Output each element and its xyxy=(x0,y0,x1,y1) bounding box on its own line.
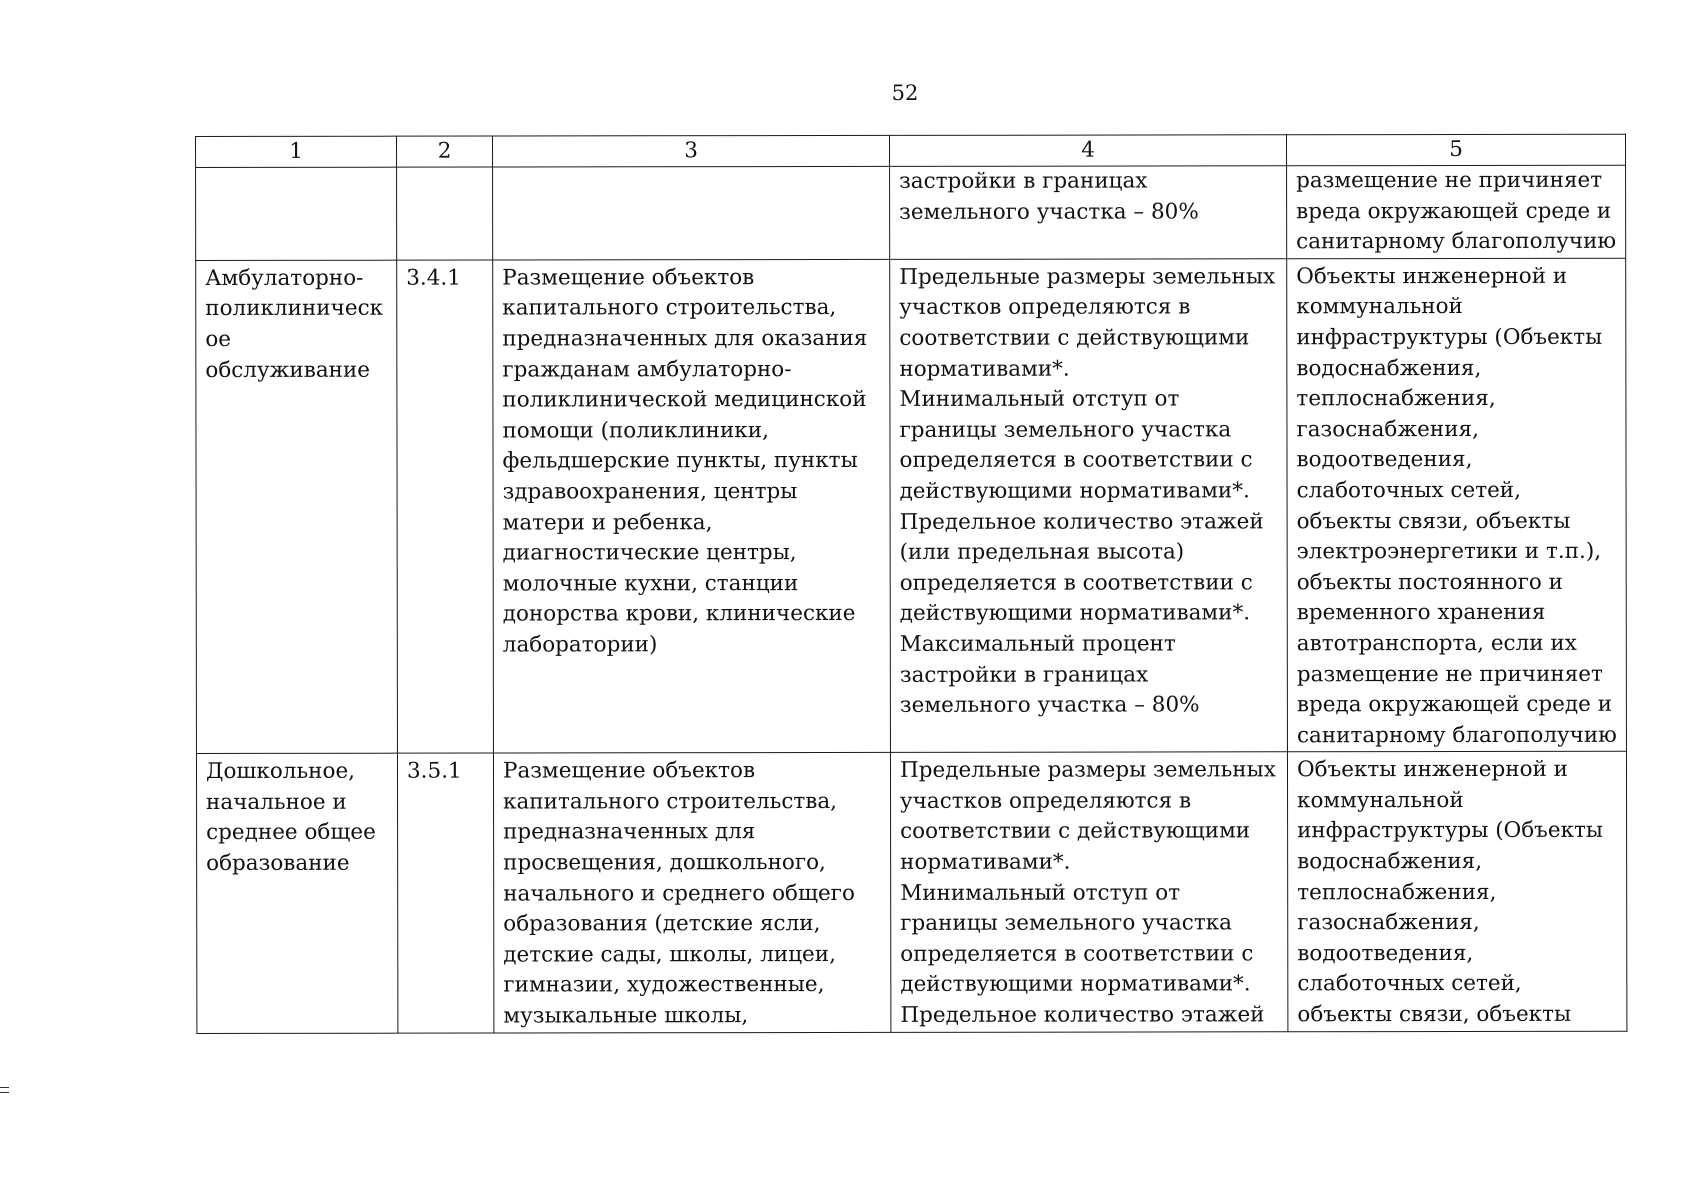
cell-text-line: слаботочных сетей, xyxy=(1296,477,1521,504)
cell-text-line: санитарному благополучию xyxy=(1296,228,1617,255)
cell-text-line: границы земельного участка xyxy=(899,417,1232,443)
cell-text-line: теплоснабжения, xyxy=(1297,879,1497,905)
header-col-3: 3 xyxy=(493,135,890,167)
header-col-2: 2 xyxy=(397,136,493,167)
cell-text-line: теплоснабжения, xyxy=(1296,386,1496,412)
cell-text-line: действующими нормативами*. xyxy=(899,478,1250,504)
cell-text-line: Предельное количество этажей xyxy=(900,1002,1265,1028)
cell-text-line: гимназии, художественные, xyxy=(503,972,825,998)
cell-text-line: среднее общее xyxy=(206,820,376,846)
cell-text-line: здравоохранения, центры xyxy=(502,478,798,505)
cell-text-line: соответствии с действующими xyxy=(899,325,1250,351)
cell-text-line: слаботочных сетей, xyxy=(1297,971,1522,997)
use-type-cell xyxy=(196,260,398,754)
cell-text-line: капитального строительства, xyxy=(503,788,838,815)
cell-text-line: участков определяются в xyxy=(899,294,1191,321)
cell-text-line: ое xyxy=(205,326,232,352)
cell-text-line: молочные кухни, станции xyxy=(502,570,799,597)
cell-text-line: образование xyxy=(206,850,350,877)
cell-text-line: гражданам амбулаторно- xyxy=(502,356,792,383)
cell-text-line: Предельное количество этажей xyxy=(899,508,1264,535)
scan-edge-mark xyxy=(0,1087,9,1093)
page-number: 52 xyxy=(891,81,919,105)
cell-text-line: музыкальные школы, xyxy=(503,1003,749,1029)
cell-text-line: водоотведения, xyxy=(1296,447,1473,473)
cell-text-line: Размещение объектов xyxy=(502,264,755,291)
cell-text-line: объекты связи, объекты xyxy=(1297,1001,1572,1028)
cell-text-line: газоснабжения, xyxy=(1297,910,1480,936)
parameters-cell xyxy=(890,259,1288,753)
cell-text-line: газоснабжения, xyxy=(1296,416,1479,443)
description-cell xyxy=(493,166,890,259)
cell-text-line: действующими нормативами*. xyxy=(899,600,1251,627)
cell-text-line: донорства крови, клинические xyxy=(502,601,856,627)
cell-text-line: автотранспорта, если их xyxy=(1296,630,1577,657)
cell-text-line: застройки в границах xyxy=(899,168,1148,194)
cell-text-line: нормативами*. xyxy=(900,849,1071,875)
cell-text-line: вреда окружающей среде и xyxy=(1296,198,1612,224)
cell-text-line: коммунальной xyxy=(1297,787,1464,814)
header-col-1: 1 xyxy=(196,136,397,167)
cell-text-line: Предельные размеры земельных xyxy=(899,264,1276,290)
cell-text-line: Минимальный отступ от xyxy=(900,880,1181,906)
cell-text-line: соответствии с действующими xyxy=(900,818,1251,845)
cell-text-line: 3.5.1 xyxy=(406,758,462,784)
cell-text-line: определяется в соответствии с xyxy=(899,570,1253,596)
cell-text-line: Объекты инженерной и xyxy=(1296,757,1569,783)
cell-text-line: предназначенных для xyxy=(503,819,756,845)
cell-text-line: инфраструктуры (Объекты xyxy=(1296,324,1603,351)
table-header xyxy=(196,134,1626,167)
cell-text-line: объекты связи, объекты xyxy=(1296,508,1571,534)
cell-text-line: определяется в соответствии с xyxy=(900,941,1254,967)
parameters-cell xyxy=(890,166,1287,259)
land-use-table xyxy=(195,134,1627,1034)
cell-text-line: (или предельная высота) xyxy=(899,539,1185,566)
cell-text-line: вреда окружающей среде и xyxy=(1296,691,1613,718)
auxiliary-uses-cell xyxy=(1287,258,1627,752)
cell-text-line: водоснабжения, xyxy=(1297,849,1483,875)
cell-text-line: 3.4.1 xyxy=(406,265,461,291)
cell-text-line: образования (детские ясли, xyxy=(503,911,821,937)
table-row xyxy=(196,752,1626,1034)
table-body xyxy=(196,165,1627,1033)
cell-text-line: начального и среднего общего xyxy=(503,880,855,907)
cell-text-line: объекты постоянного и xyxy=(1296,569,1563,595)
use-type-cell xyxy=(196,753,397,1033)
cell-text-line: границы земельного участка xyxy=(900,910,1232,937)
code-cell xyxy=(397,260,494,754)
cell-text-line: коммунальной xyxy=(1296,294,1463,320)
cell-text-line: Минимальный отступ от xyxy=(899,386,1180,413)
cell-text-line: водоотведения, xyxy=(1297,940,1474,967)
parameters-cell xyxy=(890,752,1287,1032)
table-row xyxy=(196,165,1626,260)
cell-text-line: участков определяются в xyxy=(900,788,1192,814)
cell-text-line: определяется в соответствии с xyxy=(899,447,1253,474)
cell-text-line: фельдшерские пункты, пункты xyxy=(502,448,858,474)
cell-text-line: детские сады, школы, лицеи, xyxy=(503,941,836,968)
cell-text-line: временного хранения xyxy=(1296,600,1546,626)
cell-text-line: водоснабжения, xyxy=(1296,355,1482,381)
description-cell xyxy=(493,753,890,1033)
header-row xyxy=(196,134,1626,167)
cell-text-line: застройки в границах xyxy=(899,662,1149,688)
cell-text-line: размещение не причиняет xyxy=(1296,661,1603,687)
cell-text-line: земельного участка – 80% xyxy=(899,199,1199,225)
cell-text-line: диагностические центры, xyxy=(502,540,797,566)
cell-text-line: электроэнергетики и т.п.), xyxy=(1296,538,1602,565)
description-cell xyxy=(493,259,891,753)
cell-text-line: Предельные размеры земельных xyxy=(899,757,1276,784)
cell-text-line: матери и ребенка, xyxy=(502,509,713,536)
use-type-cell xyxy=(196,167,397,260)
cell-text-line: Дошкольное, xyxy=(205,759,356,785)
cell-text-line: размещение не причиняет xyxy=(1296,167,1603,194)
cell-text-line: санитарному благополучию xyxy=(1296,722,1617,748)
code-cell xyxy=(397,167,493,260)
cell-text-line: Максимальный процент xyxy=(899,631,1176,657)
cell-text-line: начальное и xyxy=(206,789,347,815)
cell-text-line: поликлинической медицинской xyxy=(502,387,867,413)
cell-text-line: земельного участка – 80% xyxy=(899,692,1200,718)
cell-text-line: действующими нормативами*. xyxy=(900,971,1251,998)
cell-text-line: обслуживание xyxy=(205,357,371,383)
auxiliary-uses-cell xyxy=(1287,752,1626,1032)
cell-text-line: Амбулаторно- xyxy=(205,265,364,291)
cell-text-line: помощи (поликлиники, xyxy=(502,417,769,444)
cell-text-line: поликлиническ xyxy=(205,296,384,322)
header-col-4: 4 xyxy=(889,135,1286,167)
cell-text-line: лаборатории) xyxy=(502,632,658,658)
cell-text-line: предназначенных для оказания xyxy=(502,325,868,352)
cell-text-line: нормативами*. xyxy=(899,356,1070,382)
cell-text-line: капитального строительства, xyxy=(502,295,837,321)
cell-text-line: просвещения, дошкольного, xyxy=(503,850,826,876)
header-col-5: 5 xyxy=(1286,134,1625,166)
code-cell xyxy=(397,753,493,1032)
table-row xyxy=(196,258,1627,754)
cell-text-line: инфраструктуры (Объекты xyxy=(1297,818,1604,844)
cell-text-line: Объекты инженерной и xyxy=(1296,263,1568,290)
auxiliary-uses-cell xyxy=(1287,165,1626,258)
cell-text-line: Размещение объектов xyxy=(502,758,756,784)
